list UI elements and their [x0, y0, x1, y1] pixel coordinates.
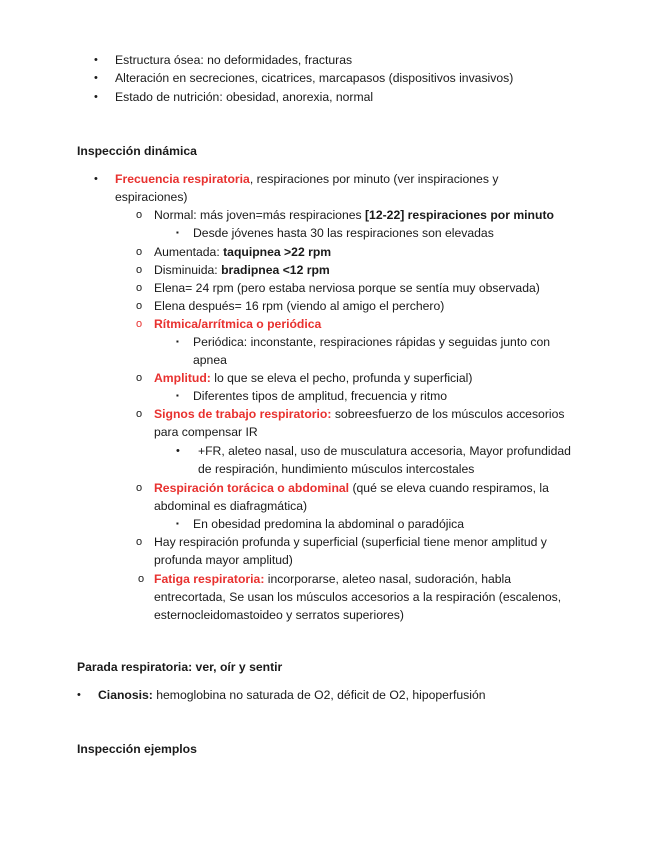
item-text: , respiraciones por minuto (ver inspiraciones y: [249, 172, 499, 186]
list-item: Elena= 24 rpm (pero estaba nerviosa porque se sentía muy observada): [154, 281, 540, 295]
bullet-circle-icon: o: [136, 482, 143, 494]
list-item: Desde jóvenes hasta 30 las respiraciones son elevadas: [193, 226, 494, 240]
bullet-square-icon: ▪: [176, 391, 179, 400]
item-text: incorporarse, aleteo nasal, sudoración, habla: [264, 572, 512, 586]
highlight-term: Amplitud:: [154, 371, 211, 385]
bullet-disc-icon: •: [94, 72, 98, 84]
bullet-circle-icon: o: [136, 318, 143, 330]
item-continuation: profunda mayor amplitud): [154, 553, 293, 567]
list-item: Estado de nutrición: obesidad, anorexia, normal: [115, 90, 374, 104]
list-item: [154, 405, 564, 423]
bullet-square-icon: ▪: [176, 228, 179, 237]
bold-text: [12-22] respiraciones por minuto: [365, 208, 554, 222]
bullet-disc-icon: •: [94, 54, 98, 66]
highlight-term: Fatiga respiratoria:: [154, 572, 265, 586]
highlight-term: Respiración torácica o abdominal: [154, 481, 350, 495]
bullet-disc-icon: •: [77, 689, 81, 701]
list-item: Diferentes tipos de amplitud, frecuencia y ritmo: [193, 389, 448, 403]
item-text: Disminuida:: [154, 263, 222, 277]
item-text: Aumentada:: [154, 245, 224, 259]
item-continuation: abdominal es diafragmática): [154, 499, 308, 513]
list-item: Estructura ósea: no deformidades, fracturas: [115, 53, 353, 67]
list-item: Hay respiración profunda y superficial (superficial tiene menor amplitud y: [154, 535, 547, 549]
list-item: [154, 206, 554, 224]
list-item: En obesidad predomina la abdominal o paradójica: [193, 517, 465, 531]
bullet-disc-icon: •: [176, 445, 180, 457]
item-continuation: espiraciones): [115, 190, 188, 204]
item-continuation: de respiración, hundimiento músculos intercostales: [198, 462, 475, 476]
bold-text: taquipnea >22 rpm: [223, 245, 332, 259]
list-item: Periódica: inconstante, respiraciones rápidas y seguidas junto con: [193, 335, 551, 349]
bullet-circle-icon: o: [138, 573, 145, 585]
bullet-circle-icon: o: [136, 300, 143, 312]
list-item: [154, 479, 549, 497]
bullet-square-icon: ▪: [176, 337, 179, 346]
list-item: [154, 261, 330, 279]
item-text: lo que se eleva el pecho, profunda y superficial): [210, 371, 473, 385]
section-heading: Parada respiratoria: ver, oír y sentir: [77, 660, 283, 674]
list-item: Rítmica/arrítmica o periódica: [154, 317, 322, 331]
list-item: [154, 369, 472, 387]
item-text: hemoglobina no saturada de O2, déficit de O2, hipoperfusión: [152, 688, 486, 702]
item-continuation: para compensar IR: [154, 425, 258, 439]
item-text: sobreesfuerzo de los músculos accesorios: [331, 407, 565, 421]
list-item: [154, 243, 331, 261]
bullet-circle-icon: o: [136, 372, 143, 384]
bullet-circle-icon: o: [136, 246, 143, 258]
item-text: (qué se eleva cuando respiramos, la: [349, 481, 549, 495]
bullet-square-icon: ▪: [176, 519, 179, 528]
highlight-term: Signos de trabajo respiratorio:: [154, 407, 332, 421]
highlight-term: Frecuencia respiratoria: [115, 172, 250, 186]
bullet-disc-icon: •: [94, 173, 98, 185]
bold-text: bradipnea <12 rpm: [221, 263, 330, 277]
bullet-circle-icon: o: [136, 408, 143, 420]
bullet-disc-icon: •: [94, 91, 98, 103]
section-heading: Inspección ejemplos: [77, 742, 197, 756]
list-item: [154, 570, 511, 588]
bold-text: Cianosis:: [98, 688, 153, 702]
item-continuation: apnea: [193, 353, 227, 367]
item-continuation: esternocleidomastoideo y serratos superiores): [154, 608, 404, 622]
bullet-circle-icon: o: [136, 536, 143, 548]
item-text: Normal: más joven=más respiraciones: [154, 208, 365, 222]
bullet-circle-icon: o: [136, 209, 143, 221]
list-item: Alteración en secreciones, cicatrices, marcapasos (dispositivos invasivos): [115, 71, 514, 85]
list-item: +FR, aleteo nasal, uso de musculatura accesoria, Mayor profundidad: [198, 444, 571, 458]
list-item: [115, 170, 498, 188]
list-item: Elena después= 16 rpm (viendo al amigo el perchero): [154, 299, 445, 313]
bullet-circle-icon: o: [136, 282, 143, 294]
section-heading: Inspección dinámica: [77, 144, 197, 158]
item-continuation: entrecortada, Se usan los músculos accesorios a la respiración (escalenos,: [154, 590, 562, 604]
list-item: [98, 686, 486, 704]
bullet-circle-icon: o: [136, 264, 143, 276]
